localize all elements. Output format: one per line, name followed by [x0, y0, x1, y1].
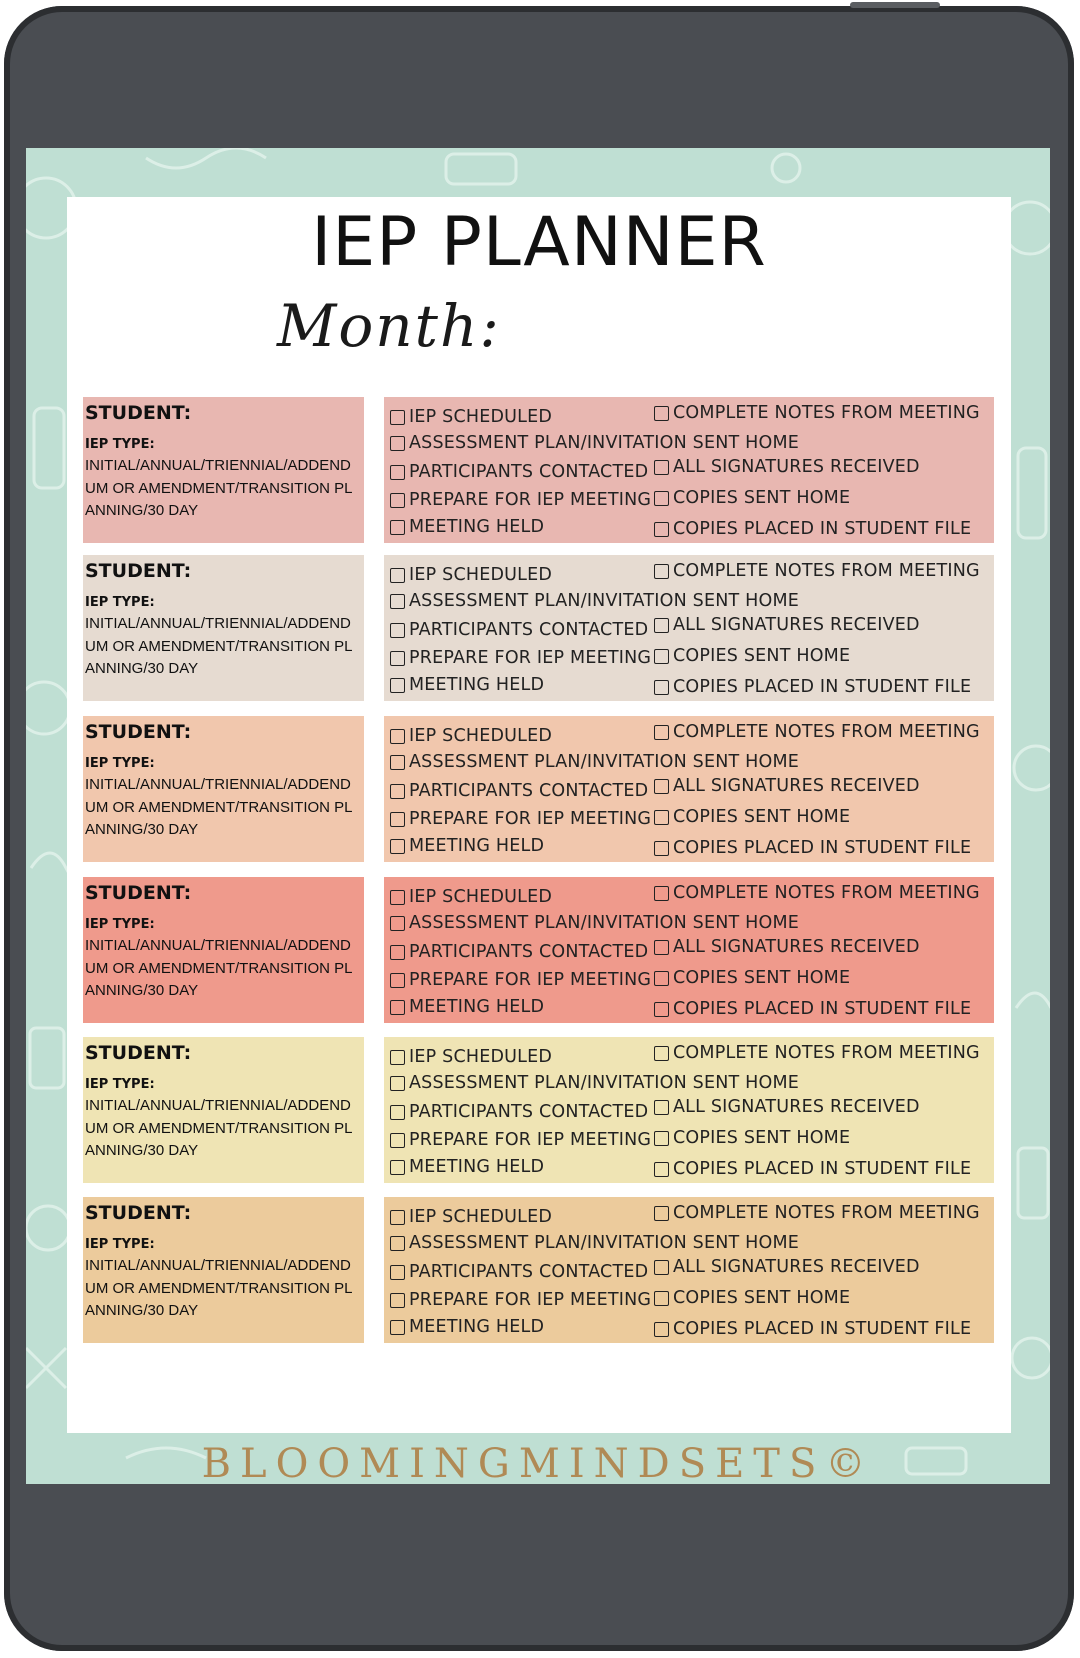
checklist-item[interactable] [390, 620, 648, 640]
checklist-item[interactable] [390, 1102, 648, 1122]
checklist-item[interactable] [390, 1290, 651, 1310]
checklist-item[interactable] [390, 887, 552, 907]
checkbox-icon[interactable] [390, 973, 405, 988]
checklist-item[interactable] [390, 752, 799, 772]
planner-sheet [67, 197, 1011, 1433]
iep-type-label: IEP TYPE: [85, 756, 155, 771]
checklist-item-label: COMPLETE NOTES FROM MEETING [673, 561, 980, 581]
student-block [83, 716, 1007, 862]
checkbox-icon[interactable] [654, 406, 669, 421]
checklist-item[interactable] [390, 1073, 799, 1093]
checkbox-icon[interactable] [654, 1046, 669, 1061]
iep-type-options: INITIAL/ANNUAL/TRIENNIAL/ADDENDUM OR AMENDMENT/TRANSITION PLANNING/30 DAY [85, 1257, 353, 1319]
iep-type-options: INITIAL/ANNUAL/TRIENNIAL/ADDENDUM OR AMENDMENT/TRANSITION PLANNING/30 DAY [85, 1097, 353, 1159]
checkbox-icon[interactable] [390, 465, 405, 480]
checkbox-icon[interactable] [654, 886, 669, 901]
checklist-item[interactable] [390, 433, 799, 453]
checklist-item-label: COPIES SENT HOME [673, 1288, 851, 1308]
iep-type-label: IEP TYPE: [85, 1237, 155, 1252]
checklist-item[interactable] [390, 675, 544, 695]
checklist-item-label: ALL SIGNATURES RECEIVED [673, 1097, 920, 1117]
month-field-label: Month: [277, 292, 501, 360]
checklist-item[interactable] [390, 726, 552, 746]
checklist-item-label: COPIES SENT HOME [673, 488, 851, 508]
checklist-item[interactable] [390, 1233, 799, 1253]
checklist-item[interactable] [390, 913, 799, 933]
checkbox-icon[interactable] [390, 839, 405, 854]
student-label[interactable]: STUDENT: [85, 1202, 192, 1224]
checklist-item[interactable] [390, 462, 648, 482]
checklist-item-label: IEP SCHEDULED [409, 726, 553, 746]
student-info-panel [83, 1037, 364, 1183]
checklist-item-label: PARTICIPANTS CONTACTED [409, 942, 649, 962]
checklist-item[interactable] [654, 776, 920, 796]
checkbox-icon[interactable] [390, 651, 405, 666]
checklist-item[interactable] [654, 1319, 971, 1339]
checklist-item-label: ALL SIGNATURES RECEIVED [673, 937, 920, 957]
brand-footer: BLOOMINGMINDSETS© [201, 1441, 875, 1484]
checklist-item[interactable] [390, 942, 648, 962]
checklist-item[interactable] [654, 838, 971, 858]
device-button [850, 2, 940, 8]
checklist-item[interactable] [654, 1043, 980, 1063]
iep-type-options: INITIAL/ANNUAL/TRIENNIAL/ADDENDUM OR AMENDMENT/TRANSITION PLANNING/30 DAY [85, 615, 353, 677]
checkbox-icon[interactable] [654, 680, 669, 695]
checkbox-icon[interactable] [654, 1002, 669, 1017]
checklist-item-label: IEP SCHEDULED [409, 1047, 553, 1067]
checklist-item-label: PARTICIPANTS CONTACTED [409, 462, 649, 482]
checklist-item[interactable] [390, 648, 651, 668]
checkbox-icon[interactable] [654, 522, 669, 537]
checklist-panel [384, 1037, 994, 1183]
checklist-item[interactable] [390, 591, 799, 611]
checklist-item[interactable] [654, 722, 980, 742]
checklist-item-label: MEETING HELD [409, 1317, 545, 1337]
checkbox-icon[interactable] [654, 1206, 669, 1221]
checklist-item-label: IEP SCHEDULED [409, 887, 553, 907]
checkbox-icon[interactable] [654, 1100, 669, 1115]
checklist-item[interactable] [390, 517, 544, 537]
checkbox-icon[interactable] [390, 1236, 405, 1251]
checklist-item-label: PREPARE FOR IEP MEETING [409, 648, 652, 668]
checkbox-icon[interactable] [390, 410, 405, 425]
checklist-item[interactable] [390, 1157, 544, 1177]
checkbox-icon[interactable] [390, 916, 405, 931]
checklist-item[interactable] [390, 565, 552, 585]
checklist-item-label: COPIES PLACED IN STUDENT FILE [673, 677, 972, 697]
checklist-item[interactable] [390, 836, 544, 856]
checklist-item[interactable] [654, 1288, 850, 1308]
checkbox-icon[interactable] [390, 784, 405, 799]
checkbox-icon[interactable] [390, 812, 405, 827]
checkbox-icon[interactable] [654, 940, 669, 955]
student-label[interactable]: STUDENT: [85, 721, 192, 743]
checkbox-icon[interactable] [390, 623, 405, 638]
checklist-item-label: COPIES SENT HOME [673, 968, 851, 988]
checkbox-icon[interactable] [654, 725, 669, 740]
checklist-item[interactable] [654, 403, 980, 423]
checkbox-icon[interactable] [390, 945, 405, 960]
checklist-item[interactable] [654, 677, 971, 697]
checkbox-icon[interactable] [390, 1133, 405, 1148]
checklist-item[interactable] [654, 807, 850, 827]
checklist-item-label: IEP SCHEDULED [409, 565, 553, 585]
page-title: IEP PLANNER [311, 203, 767, 282]
iep-type-label: IEP TYPE: [85, 595, 155, 610]
student-info-panel [83, 555, 364, 701]
checklist-item[interactable] [390, 1262, 648, 1282]
iep-type-label: IEP TYPE: [85, 437, 155, 452]
checkbox-icon[interactable] [654, 649, 669, 664]
checklist-item-label: ALL SIGNATURES RECEIVED [673, 615, 920, 635]
planner-screen [26, 148, 1050, 1484]
checklist-item[interactable] [390, 970, 651, 990]
checkbox-icon[interactable] [390, 1050, 405, 1065]
checklist-item[interactable] [390, 781, 648, 801]
checklist-item[interactable] [654, 615, 920, 635]
checklist-item-label: COPIES PLACED IN STUDENT FILE [673, 1159, 972, 1179]
checklist-item-label: PREPARE FOR IEP MEETING [409, 1130, 652, 1150]
checkbox-icon[interactable] [654, 779, 669, 794]
checkbox-icon[interactable] [654, 971, 669, 986]
checkbox-icon[interactable] [390, 1105, 405, 1120]
student-info-panel [83, 716, 364, 862]
checklist-item-label: COPIES PLACED IN STUDENT FILE [673, 519, 972, 539]
checklist-item[interactable] [654, 1257, 920, 1277]
student-block [83, 1037, 1007, 1183]
checkbox-icon[interactable] [390, 678, 405, 693]
checklist-item-label: MEETING HELD [409, 675, 545, 695]
checklist-panel [384, 716, 994, 862]
checkbox-icon[interactable] [390, 594, 405, 609]
checklist-item[interactable] [654, 968, 850, 988]
student-info-panel [83, 1197, 364, 1343]
checkbox-icon[interactable] [654, 564, 669, 579]
checkbox-icon[interactable] [390, 1076, 405, 1091]
checklist-item-label: PARTICIPANTS CONTACTED [409, 620, 649, 640]
checkbox-icon[interactable] [654, 1291, 669, 1306]
checkbox-icon[interactable] [390, 1320, 405, 1335]
checklist-item-label: ASSESSMENT PLAN/INVITATION SENT HOME [409, 913, 800, 933]
checkbox-icon[interactable] [654, 1131, 669, 1146]
checkbox-icon[interactable] [390, 568, 405, 583]
student-block [83, 877, 1007, 1023]
checkbox-icon[interactable] [390, 755, 405, 770]
checklist-item[interactable] [654, 883, 980, 903]
student-block [83, 555, 1007, 701]
checklist-item-label: ALL SIGNATURES RECEIVED [673, 457, 920, 477]
checklist-panel [384, 397, 994, 543]
checklist-item[interactable] [390, 1130, 651, 1150]
iep-type-options: INITIAL/ANNUAL/TRIENNIAL/ADDENDUM OR AMENDMENT/TRANSITION PLANNING/30 DAY [85, 457, 353, 519]
checklist-item-label: PARTICIPANTS CONTACTED [409, 781, 649, 801]
checklist-item[interactable] [654, 561, 980, 581]
checklist-item[interactable] [654, 519, 971, 539]
checklist-item-label: ALL SIGNATURES RECEIVED [673, 776, 920, 796]
checklist-item-label: IEP SCHEDULED [409, 407, 553, 427]
iep-type-label: IEP TYPE: [85, 917, 155, 932]
checkbox-icon[interactable] [390, 520, 405, 535]
student-label[interactable]: STUDENT: [85, 882, 192, 904]
checklist-item-label: ASSESSMENT PLAN/INVITATION SENT HOME [409, 591, 800, 611]
checklist-panel [384, 1197, 994, 1343]
checklist-item-label: COMPLETE NOTES FROM MEETING [673, 1203, 980, 1223]
student-info-panel [83, 877, 364, 1023]
checklist-item[interactable] [654, 937, 920, 957]
checklist-item-label: PARTICIPANTS CONTACTED [409, 1262, 649, 1282]
checklist-item-label: ASSESSMENT PLAN/INVITATION SENT HOME [409, 433, 800, 453]
checkbox-icon[interactable] [390, 493, 405, 508]
checkbox-icon[interactable] [654, 618, 669, 633]
checklist-item[interactable] [654, 999, 971, 1019]
student-label[interactable]: STUDENT: [85, 402, 192, 424]
checklist-item[interactable] [654, 1203, 980, 1223]
checklist-item[interactable] [390, 1317, 544, 1337]
checklist-item-label: PARTICIPANTS CONTACTED [409, 1102, 649, 1122]
student-block [83, 397, 1007, 543]
checkbox-icon[interactable] [654, 1162, 669, 1177]
checklist-panel [384, 555, 994, 701]
checklist-item-label: MEETING HELD [409, 1157, 545, 1177]
checklist-item-label: COPIES SENT HOME [673, 1128, 851, 1148]
checklist-item[interactable] [390, 809, 651, 829]
checkbox-icon[interactable] [654, 460, 669, 475]
checklist-item-label: ASSESSMENT PLAN/INVITATION SENT HOME [409, 1233, 800, 1253]
checklist-item-label: ALL SIGNATURES RECEIVED [673, 1257, 920, 1277]
iep-type-label: IEP TYPE: [85, 1077, 155, 1092]
checkbox-icon[interactable] [654, 841, 669, 856]
checklist-item-label: COPIES SENT HOME [673, 807, 851, 827]
checklist-item[interactable] [654, 1097, 920, 1117]
checklist-item[interactable] [654, 488, 850, 508]
checklist-item-label: COMPLETE NOTES FROM MEETING [673, 403, 980, 423]
checklist-item-label: COPIES SENT HOME [673, 646, 851, 666]
checkbox-icon[interactable] [654, 810, 669, 825]
checklist-item-label: ASSESSMENT PLAN/INVITATION SENT HOME [409, 1073, 800, 1093]
checklist-item-label: COMPLETE NOTES FROM MEETING [673, 1043, 980, 1063]
student-label[interactable]: STUDENT: [85, 1042, 192, 1064]
checklist-item[interactable] [654, 1159, 971, 1179]
checklist-item-label: MEETING HELD [409, 836, 545, 856]
checkbox-icon[interactable] [654, 1322, 669, 1337]
checklist-item-label: PREPARE FOR IEP MEETING [409, 809, 652, 829]
checkbox-icon[interactable] [654, 1260, 669, 1275]
checkbox-icon[interactable] [390, 890, 405, 905]
iep-type-options: INITIAL/ANNUAL/TRIENNIAL/ADDENDUM OR AMENDMENT/TRANSITION PLANNING/30 DAY [85, 776, 353, 838]
checkbox-icon[interactable] [390, 1000, 405, 1015]
student-block [83, 1197, 1007, 1343]
checkbox-icon[interactable] [390, 729, 405, 744]
student-info-panel [83, 397, 364, 543]
checklist-item-label: COMPLETE NOTES FROM MEETING [673, 883, 980, 903]
checklist-item-label: PREPARE FOR IEP MEETING [409, 970, 652, 990]
checkbox-icon[interactable] [654, 491, 669, 506]
checklist-item[interactable] [390, 490, 651, 510]
checklist-item[interactable] [390, 407, 552, 427]
checklist-item-label: ASSESSMENT PLAN/INVITATION SENT HOME [409, 752, 800, 772]
iep-type-options: INITIAL/ANNUAL/TRIENNIAL/ADDENDUM OR AMENDMENT/TRANSITION PLANNING/30 DAY [85, 937, 353, 999]
checklist-item-label: PREPARE FOR IEP MEETING [409, 490, 652, 510]
checklist-item[interactable] [390, 1047, 552, 1067]
checklist-item-label: IEP SCHEDULED [409, 1207, 553, 1227]
checklist-item-label: MEETING HELD [409, 517, 545, 537]
checklist-item[interactable] [654, 646, 850, 666]
checklist-item[interactable] [654, 457, 920, 477]
checkbox-icon[interactable] [390, 1265, 405, 1280]
checklist-item-label: COPIES PLACED IN STUDENT FILE [673, 999, 972, 1019]
checklist-panel [384, 877, 994, 1023]
checklist-item-label: COPIES PLACED IN STUDENT FILE [673, 838, 972, 858]
checklist-item[interactable] [390, 997, 544, 1017]
student-label[interactable]: STUDENT: [85, 560, 192, 582]
checklist-item-label: PREPARE FOR IEP MEETING [409, 1290, 652, 1310]
checkbox-icon[interactable] [390, 1293, 405, 1308]
checklist-item[interactable] [390, 1207, 552, 1227]
checklist-item-label: MEETING HELD [409, 997, 545, 1017]
checklist-item-label: COPIES PLACED IN STUDENT FILE [673, 1319, 972, 1339]
checkbox-icon[interactable] [390, 436, 405, 451]
checkbox-icon[interactable] [390, 1160, 405, 1175]
checkbox-icon[interactable] [390, 1210, 405, 1225]
checklist-item-label: COMPLETE NOTES FROM MEETING [673, 722, 980, 742]
checklist-item[interactable] [654, 1128, 850, 1148]
